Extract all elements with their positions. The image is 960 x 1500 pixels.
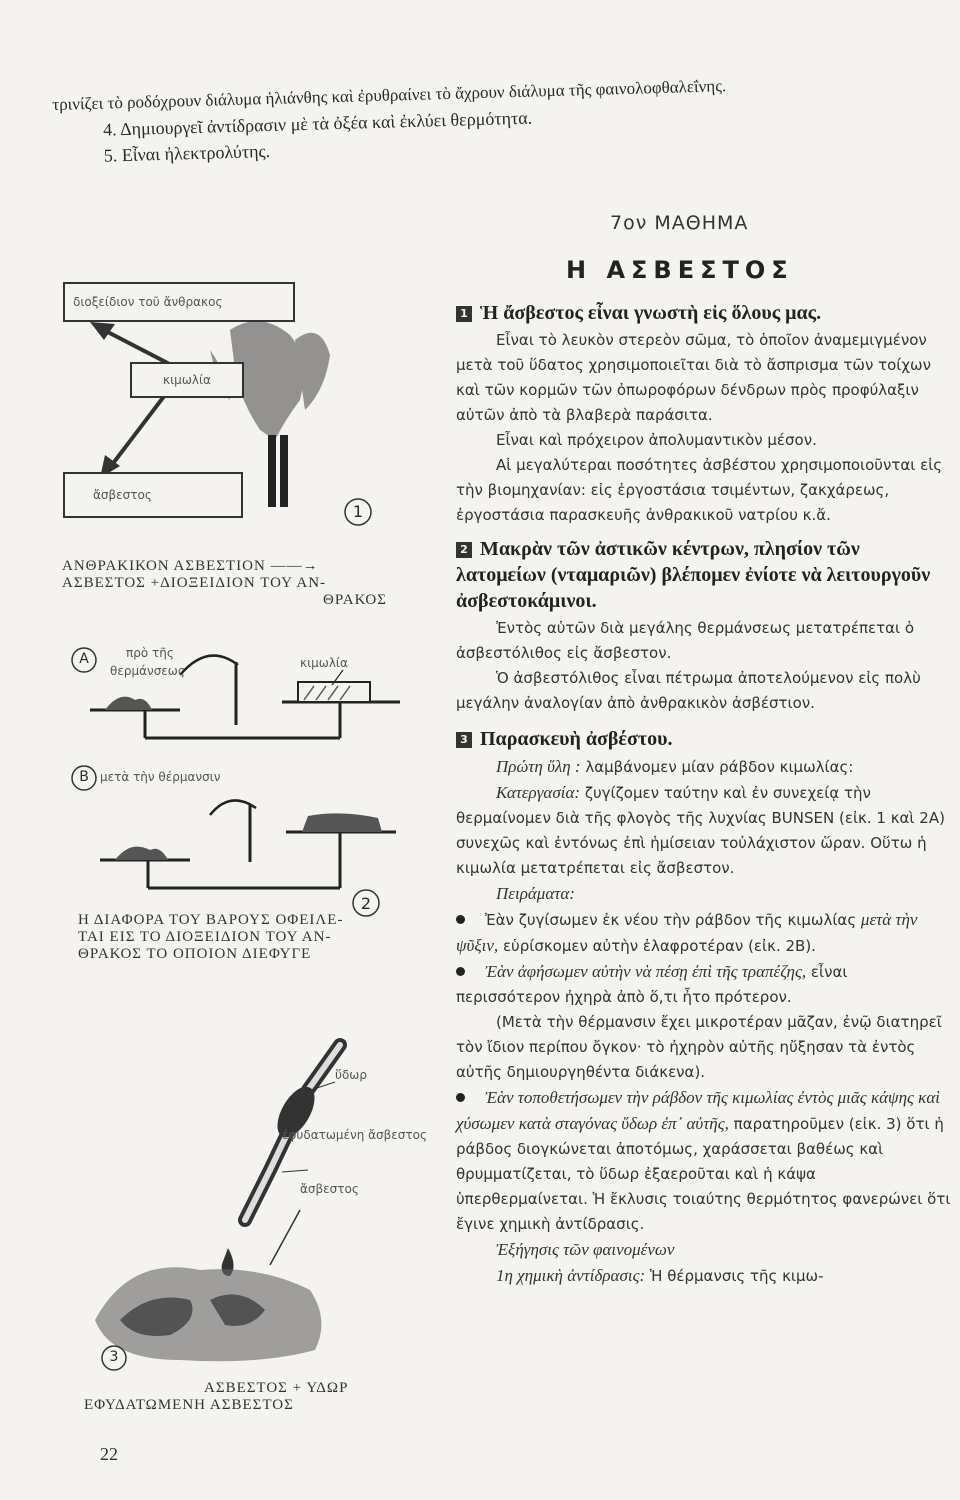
lesson-title: Η ΑΣΒΕΣΤΟΣ <box>566 256 794 284</box>
bullet-icon <box>456 915 465 924</box>
lesson-number: 7ον ΜΑΘΗΜΑ <box>610 212 749 234</box>
co2-label: διοξείδιον τοῦ ἄνθρακος <box>73 295 223 309</box>
experiments-label: Πειράματα: <box>496 884 575 903</box>
intro-line-1: τρινίζει τὸ ροδόχρουν διάλυμα ἡλιάνθης καὶ ἐρυθραίνει τὸ ἄχρουν διάλυμα τῆς φαινολοφθαλεΐνης. <box>52 76 727 114</box>
bullet-icon <box>456 1093 465 1102</box>
co2-label-box <box>63 282 295 322</box>
lime-label-box <box>63 472 243 518</box>
figure-1-caption <box>62 558 407 609</box>
before-heating-label: πρὸ τῆς θερμάνσεως <box>110 646 185 678</box>
intro-line-3: 5. Εἶναι ἠλεκτρολύτης. <box>103 140 271 166</box>
figure-3-caption-line-1: ΑΣΒΕΣΤΟΣ + ΥΔΩΡ <box>204 1380 349 1396</box>
lime-label-3: ἄσβεστος <box>300 1182 359 1196</box>
figure-1-caption-line-2: ΑΣΒΕΣΤΟΣ +ΔΙΟΞΕΙΔΙΟΝ ΤΟΥ ΑΝ- <box>62 575 327 591</box>
section-2-heading: 2 Μακρὰν τῶν ἀστικῶν κέντρων, πλησίον τῶν λατομείων (νταμαριῶν) βλέπομεν ἐνίοτε νὰ λειτουργοῦν ἀσβεστοκάμινοι. <box>456 538 931 612</box>
chalk-label-box <box>130 362 244 398</box>
experiment-2: Ἐὰν ἀφήσωμεν αὐτὴν νὰ πέσῃ ἐπὶ τῆς τραπέζης, εἶναι περισσότερον ἠχηρὰ ἀπὸ ὅ,τι ἦτο πρότερον. <box>456 962 848 1006</box>
explanation-label: Ἐξήγησις τῶν φαινομένων <box>496 1240 675 1259</box>
figure-2-caption-line-3: ΘΡΑΚΟΣ ΤΟ ΟΠΟΙΟΝ ΔΙΕΦΥΓΕ <box>78 946 312 962</box>
bullet-icon <box>456 967 465 976</box>
figure-2-caption-line-1: Η ΔΙΑΦΟΡΑ ΤΟΥ ΒΑΡΟΥΣ ΟΦΕΙΛΕ- <box>78 912 344 928</box>
section-1-paragraph-3: Αἱ μεγαλύτεραι ποσότητες ἀσβέστου χρησιμοποιοῦνται εἰς τὴν βιομηχανίαν: εἰς ἐργοστάσια τσιμέντων, ζακχάρεως, ἐργοστάσια παρασκευῆς ἀνθρακικοῦ νατρίου κ.ἄ. <box>456 456 943 524</box>
figure-1-caption-line-3: ΘΡΑΚΟΣ <box>322 592 387 608</box>
section-1-number: 1 <box>456 306 472 322</box>
figure-3-caption-line-2: ΕΦΥΔΑΤΩΜΕΝΗ ΑΣΒΕΣΤΟΣ <box>84 1397 294 1413</box>
after-heating-label: μετὰ τὴν θέρμανσιν <box>100 770 221 784</box>
lime-label: ἄσβεστος <box>93 488 152 502</box>
figure-2-label-a: A <box>79 651 89 667</box>
figure-2-label-b: B <box>79 769 89 785</box>
experiment-3: Ἐὰν τοποθετήσωμεν τὴν ράβδον τῆς κιμωλίας ἐντὸς μιᾶς κάψης καὶ χύσωμεν κατὰ σταγόνας ὕδωρ ἐπ᾽ αὐτῆς, παρατηροῦμεν (εἰκ. 3) ὅτι ἡ ράβδος διογκώνεται ἀποτόμως, χαράσσεται βαθέως καὶ θρυμματίζεται, τὸ ὕδωρ ἐξαεροῦται καὶ ἡ κάψα ὑπερθερμαίνεται. Ἡ ἔκλυσις τοιαύτης θερμότητος φανερώνει ὅτι ἔγινε χημικὴ ἀντίδρασις. <box>456 1088 951 1233</box>
section-1-paragraph-1: Εἶναι τὸ λευκὸν στερεὸν σῶμα, τὸ ὁποῖον ἀναμεμιγμένον μετὰ τοῦ ὕδατος χρησιμοποιεῖται διὰ τὸ ἄσπρισμα τῶν τοίχων καὶ τῶν κορμῶν τῶν ὀπωροφόρων δένδρων πρὸς προφύλαξιν αὐτῶν ἀπὸ τὰ βλαβερὰ παράσιτα. <box>456 331 931 424</box>
arrow-icon: ——→ <box>270 558 319 574</box>
figure-2-caption-line-2: ΤΑΙ ΕΙΣ ΤΟ ΔΙΟΞΕΙΔΙΟΝ ΤΟΥ ΑΝ- <box>78 929 332 945</box>
figure-2-number: 2 <box>360 894 372 913</box>
page-number: 22 <box>100 1444 118 1464</box>
figure-3-drawing <box>90 1020 450 1380</box>
section-3-heading: 3 Παρασκευὴ ἀσβέστου. <box>456 726 951 752</box>
figure-1-caption-line-1: ΑΝΘΡΑΚΙΚΟΝ ΑΣΒΕΣΤΙΟΝ ——→ <box>62 558 319 574</box>
section-1-heading: 1 Ἡ ἄσβεστος εἶναι γνωστὴ εἰς ὅλους μας. <box>456 300 951 326</box>
first-reaction: 1η χημικὴ ἀντίδρασις: Ἡ θέρμανσις τῆς κιμω- <box>496 1266 824 1285</box>
figure-2-caption <box>78 912 423 963</box>
experiment-2-note: (Μετὰ τὴν θέρμανσιν ἔχει μικροτέραν μᾶζαν, ἐνῷ διατηρεῖ τὸν ἴδιον περίπου ὄγκον· τὸ ἠχηρὸν αὐτῆς ηὔξησαν τὰ ἐντὸς αὐτῆς δημιουργηθέντα διάκενα). <box>456 1013 942 1081</box>
figure-3-caption <box>84 1380 404 1414</box>
water-label: ὕδωρ <box>335 1068 367 1082</box>
section-3-number: 3 <box>456 732 472 748</box>
raw-material: Πρώτη ὕλη : λαμβάνομεν μίαν ράβδον κιμωλίας: <box>496 757 854 776</box>
section-2-number: 2 <box>456 542 472 558</box>
hydrated-lime-label: ἐφυδατωμένη ἄσβεστος <box>282 1128 427 1142</box>
section-2-paragraph-1: Ἐντὸς αὐτῶν διὰ μεγάλης θερμάνσεως μετατρέπεται ὁ ἀσβεστόλιθος εἰς ἄσβεστον. <box>456 619 915 662</box>
section-2-paragraph-2: Ὁ ἀσβεστόλιθος εἶναι πέτρωμα ἀποτελούμενον εἰς πολὺ μεγάλην ἀναλογίαν ἀπὸ ἀνθρακικὸν ἀσβέστιον. <box>456 669 921 712</box>
intro-line-2: 4. Δημιουργεῖ ἀντίδρασιν μὲ τὰ ὀξέα καὶ ἐκλύει θερμότητα. <box>102 107 533 140</box>
chalk-label-2: κιμωλία <box>300 656 348 670</box>
right-column <box>456 300 951 1289</box>
chalk-label: κιμωλία <box>163 373 211 387</box>
figure-1-number: 1 <box>352 502 364 521</box>
experiment-1: Ἐὰν ζυγίσωμεν ἐκ νέου τὴν ράβδον τῆς κιμωλίας μετὰ τὴν ψῦξιν, εὑρίσκομεν αὐτὴν ἐλαφροτέραν (εἰκ. 2Β). <box>456 910 918 955</box>
processing: Κατεργασία: ζυγίζομεν ταύτην καὶ ἐν συνεχείᾳ τὴν θερμαίνομεν διὰ τῆς φλογὸς τῆς λυχνίας BUNSEN (εἰκ. 1 καὶ 2Α) συνεχῶς καὶ ἐντόνως ἐπὶ ἡμίσειαν τοὐλάχιστον ὥραν. Οὕτω ἡ κιμωλία μετατρέπεται εἰς ἄσβεστον. <box>456 783 945 877</box>
intro-block <box>52 67 934 170</box>
section-1-paragraph-2: Εἶναι καὶ πρόχειρον ἀπολυμαντικὸν μέσον. <box>496 431 817 449</box>
figure-3-number: 3 <box>109 1349 119 1365</box>
